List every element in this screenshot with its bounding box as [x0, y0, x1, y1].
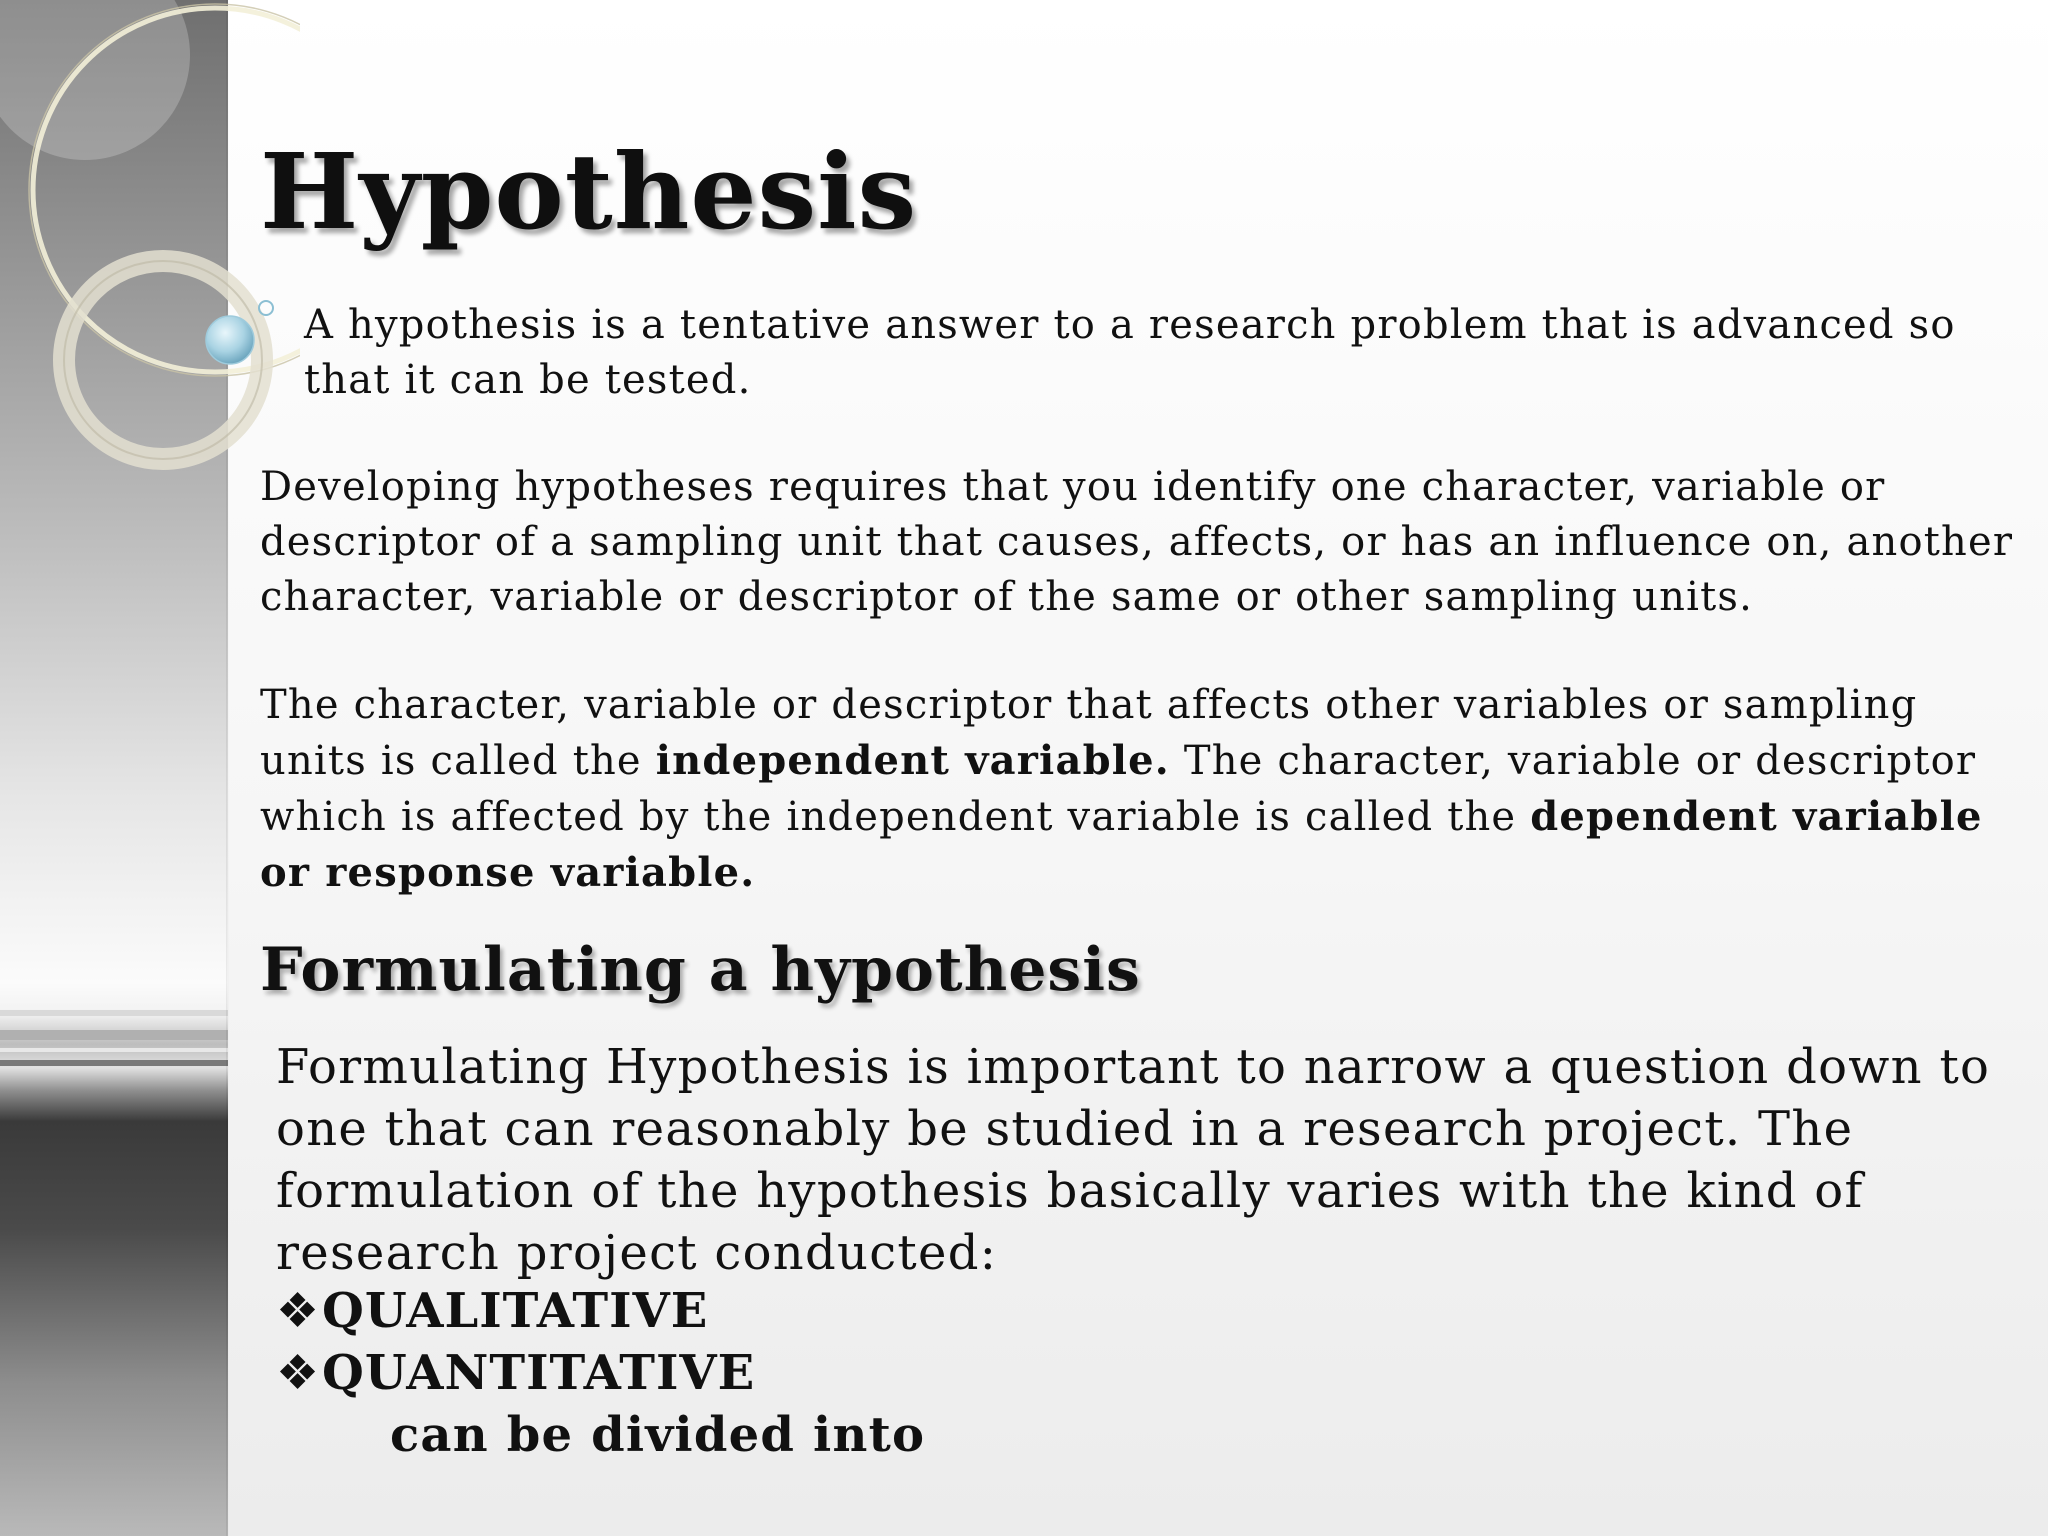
paragraph-formulating: Formulating Hypothesis is important to narrow a question down to one that can reasonably be studied in a research project. The formulation of the hypothesis basically varies with the kind of research project conducted: — [276, 1039, 1991, 1281]
side-stripe — [0, 1010, 228, 1016]
list-item-qualitative — [276, 1280, 708, 1342]
small-circle-icon — [259, 301, 273, 315]
four-diamond-icon: ❖ — [276, 1345, 321, 1401]
list-item-label: QUALITATIVE — [322, 1283, 709, 1339]
blue-bubble-icon — [206, 316, 254, 364]
term-dependent-variable: dependent variable or response variable. — [260, 793, 1983, 896]
paragraph-variables — [260, 678, 2020, 901]
side-stripe — [0, 1030, 228, 1040]
side-stripe — [0, 1048, 228, 1052]
paragraph-developing-hypotheses: Developing hypotheses requires that you identify one character, variable or descriptor of a sampling unit that causes, affects, or has an influence on, another character, variable or descriptor of the same or other sampling units. — [260, 464, 2014, 620]
bullet-text: A hypothesis is a tentative answer to a research problem that is advanced so that it can be tested. — [304, 302, 1956, 403]
slide-title: Hypothesis — [260, 130, 918, 253]
side-stripe — [0, 1060, 228, 1066]
paragraph-variables-part2: The character, variable or descriptor which is affected by the independent variable is called the — [260, 738, 1977, 840]
term-independent-variable: independent variable. — [655, 737, 1170, 784]
decorative-rings — [0, 0, 300, 520]
side-stripe — [0, 995, 228, 1003]
list-item-label: QUANTITATIVE — [322, 1345, 756, 1401]
decorative-circle-large — [0, 0, 190, 160]
list-item-quantitative — [276, 1342, 755, 1404]
four-diamond-icon: ❖ — [276, 1283, 321, 1339]
section-subtitle: Formulating a hypothesis — [260, 935, 1141, 1005]
paragraph-variables-part1: The character, variable or descriptor that affects other variables or sampling units is called the — [260, 682, 1918, 784]
sub-line-divided: can be divided into — [390, 1407, 926, 1463]
